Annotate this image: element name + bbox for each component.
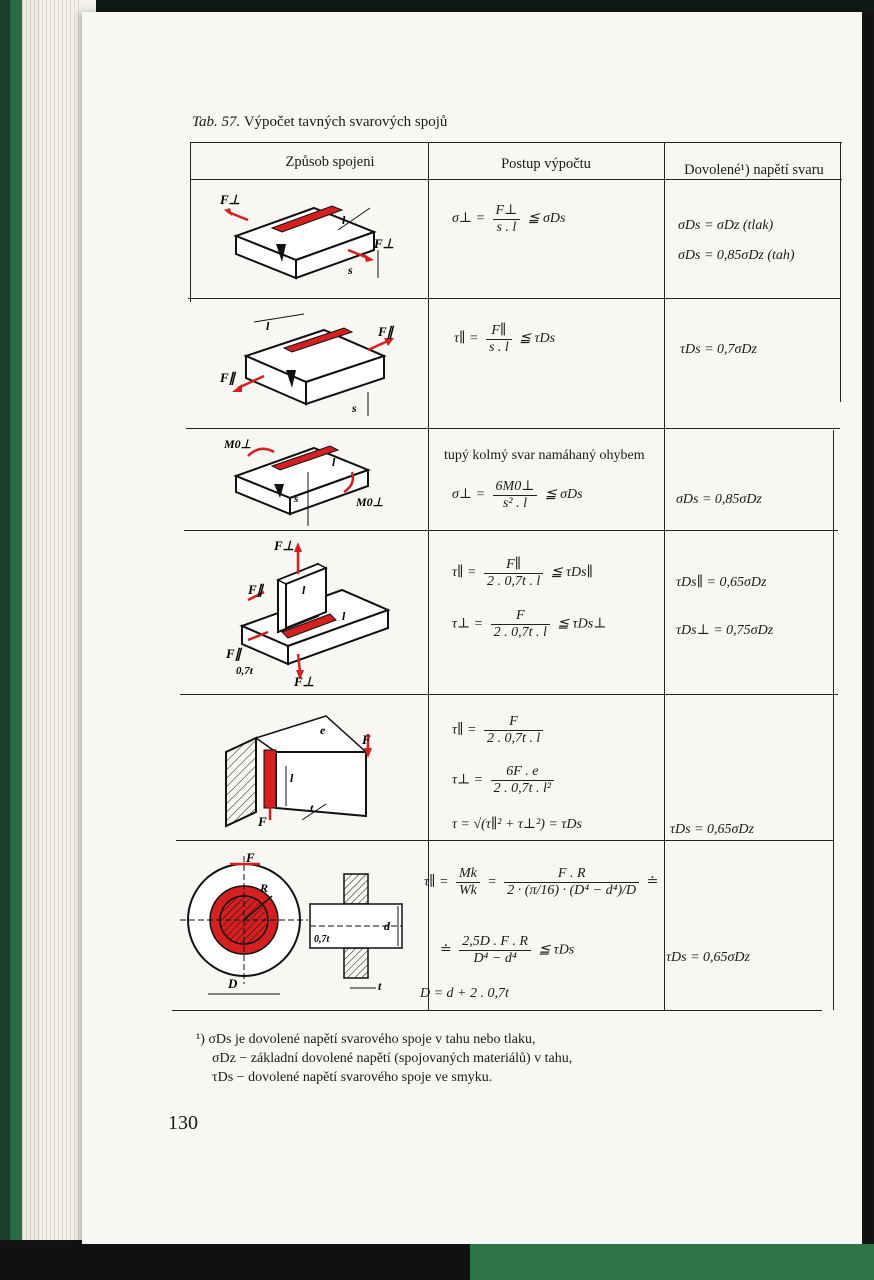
diagram-label: F∥ bbox=[248, 582, 264, 597]
diagram-label: 0,7t bbox=[314, 934, 330, 945]
formula-row5-b: τ⊥ = $\frac{6F . e}{\text{2 . 0,7t . l²}}$ bbox=[452, 764, 558, 797]
diagram-label: s bbox=[352, 401, 357, 415]
footnote-2: σDz − základní dovolené napětí (spojovaných materiálů) v tahu, bbox=[212, 1051, 573, 1066]
butt-weld-tension-diagram bbox=[218, 190, 394, 290]
diagram-label: M0⊥ bbox=[224, 437, 252, 451]
header-calculation: Postup výpočtu bbox=[501, 156, 591, 172]
diagram-label: l bbox=[266, 319, 270, 333]
diagram-label: e bbox=[320, 723, 326, 737]
permit-row5: τDs = 0,65σDz bbox=[670, 822, 754, 837]
formula-row5-c: τ = √(τ∥² + τ⊥²) = τDs bbox=[452, 817, 582, 832]
diagram-label: t bbox=[310, 801, 314, 815]
footnote-3: τDs − dovolené napětí svarového spoje ve smyku. bbox=[212, 1070, 493, 1085]
header-method: Způsob spojeni bbox=[285, 154, 375, 170]
fillet-weld-tjoint-diagram bbox=[222, 536, 408, 690]
formula-row4-b: τ⊥ = $\frac{F}{2 . 0,7t . l}$ ≦ τDs⊥ bbox=[452, 608, 607, 640]
scanner-edge-bottom bbox=[0, 1244, 874, 1280]
note-row3: tupý kolmý svar namáhaný ohybem bbox=[444, 448, 645, 463]
butt-weld-shear-diagram bbox=[218, 312, 398, 424]
footnotes bbox=[196, 1030, 572, 1087]
diagram-label: s bbox=[348, 263, 353, 277]
diagram-label: F⊥ bbox=[220, 192, 240, 207]
permit-row6: τDs = 0,65σDz bbox=[666, 950, 750, 965]
table-caption bbox=[192, 114, 447, 131]
formula-row5-a: τ∥ = $\frac{F}{2 . 0,7t . l}$ bbox=[452, 714, 547, 747]
formula-row6-a: τ∥ = $\frac{Mk}{Wk}$ = $\frac{F . R}{\text{2 · (π/16) · (D⁴ − d⁴)/D}}$ ≐ bbox=[424, 866, 659, 898]
permit-row4-a: τDs∥ = 0,65σDz bbox=[676, 575, 767, 590]
diagram-label: F⊥ bbox=[294, 674, 314, 689]
diagram-label: F∥ bbox=[378, 324, 394, 339]
page-number: 130 bbox=[168, 1112, 198, 1134]
diagram-label: D bbox=[228, 976, 238, 991]
diagram-label: F bbox=[362, 732, 371, 747]
permit-row4-b: τDs⊥ = 0,75σDz bbox=[676, 623, 774, 638]
permit-row1-b: σDs = 0,85σDz (tah) bbox=[678, 248, 795, 263]
diagram-label: l bbox=[342, 213, 346, 227]
caption-title: Výpočet tavných svarových spojů bbox=[243, 114, 448, 130]
butt-weld-bending-diagram bbox=[218, 432, 388, 528]
diagram-label: F bbox=[258, 814, 267, 829]
formula-row1: σ⊥ = $\frac{F\perp}{s . l}$ ≦ σDs bbox=[452, 203, 566, 235]
caption-label: Tab. 57. bbox=[192, 114, 241, 130]
formula-row2: τ∥ = $\frac{F\parallel}{s . l}$ ≦ τDs bbox=[454, 323, 556, 355]
diagram-label: F⊥ bbox=[374, 236, 394, 251]
diagram-label: F∥ bbox=[226, 646, 242, 661]
formula-row6-b: ≐ $\frac{2,5D . F . R}{\text{D⁴ − d⁴}}$ ≦ τDs bbox=[440, 934, 575, 966]
diagram-label: l bbox=[342, 609, 346, 623]
diagram-label: F bbox=[246, 850, 255, 865]
diagram-label: d bbox=[384, 919, 390, 933]
permit-row1-a: σDs = σDz (tlak) bbox=[678, 218, 774, 233]
formula-row6-c: D = d + 2 . 0,7t bbox=[420, 986, 509, 1001]
diagram-label: t bbox=[378, 979, 382, 993]
diagram-label: F∥ bbox=[220, 370, 236, 385]
diagram-label: M0⊥ bbox=[356, 495, 384, 509]
diagram-label: F⊥ bbox=[274, 538, 294, 553]
diagram-label: 0,7t bbox=[236, 665, 253, 677]
permit-row2: τDs = 0,7σDz bbox=[680, 342, 757, 357]
formula-row3: σ⊥ = $\frac{6M0\perp}{\text{s² . l}}$ ≦ σDs bbox=[452, 479, 583, 511]
diagram-label: s bbox=[294, 493, 299, 505]
diagram-label: l bbox=[332, 455, 336, 469]
circumferential-weld-diagram bbox=[180, 848, 410, 1004]
fillet-weld-eccentric-diagram bbox=[216, 712, 388, 832]
footnote-1: ¹) σDs je dovolené napětí svarového spoje v tahu nebo tlaku, bbox=[196, 1032, 536, 1047]
diagram-label: l bbox=[290, 771, 294, 785]
permit-row3: σDs = 0,85σDz bbox=[676, 492, 762, 507]
formula-row4-a: τ∥ = $\frac{F\parallel}{2 . 0,7t . l}$ ≦ τDs∥ bbox=[452, 557, 593, 589]
diagram-label: R bbox=[260, 881, 269, 895]
diagram-label: l bbox=[302, 583, 306, 597]
header-permissible-stress: Dovolené¹) napětí svaru bbox=[684, 162, 824, 178]
